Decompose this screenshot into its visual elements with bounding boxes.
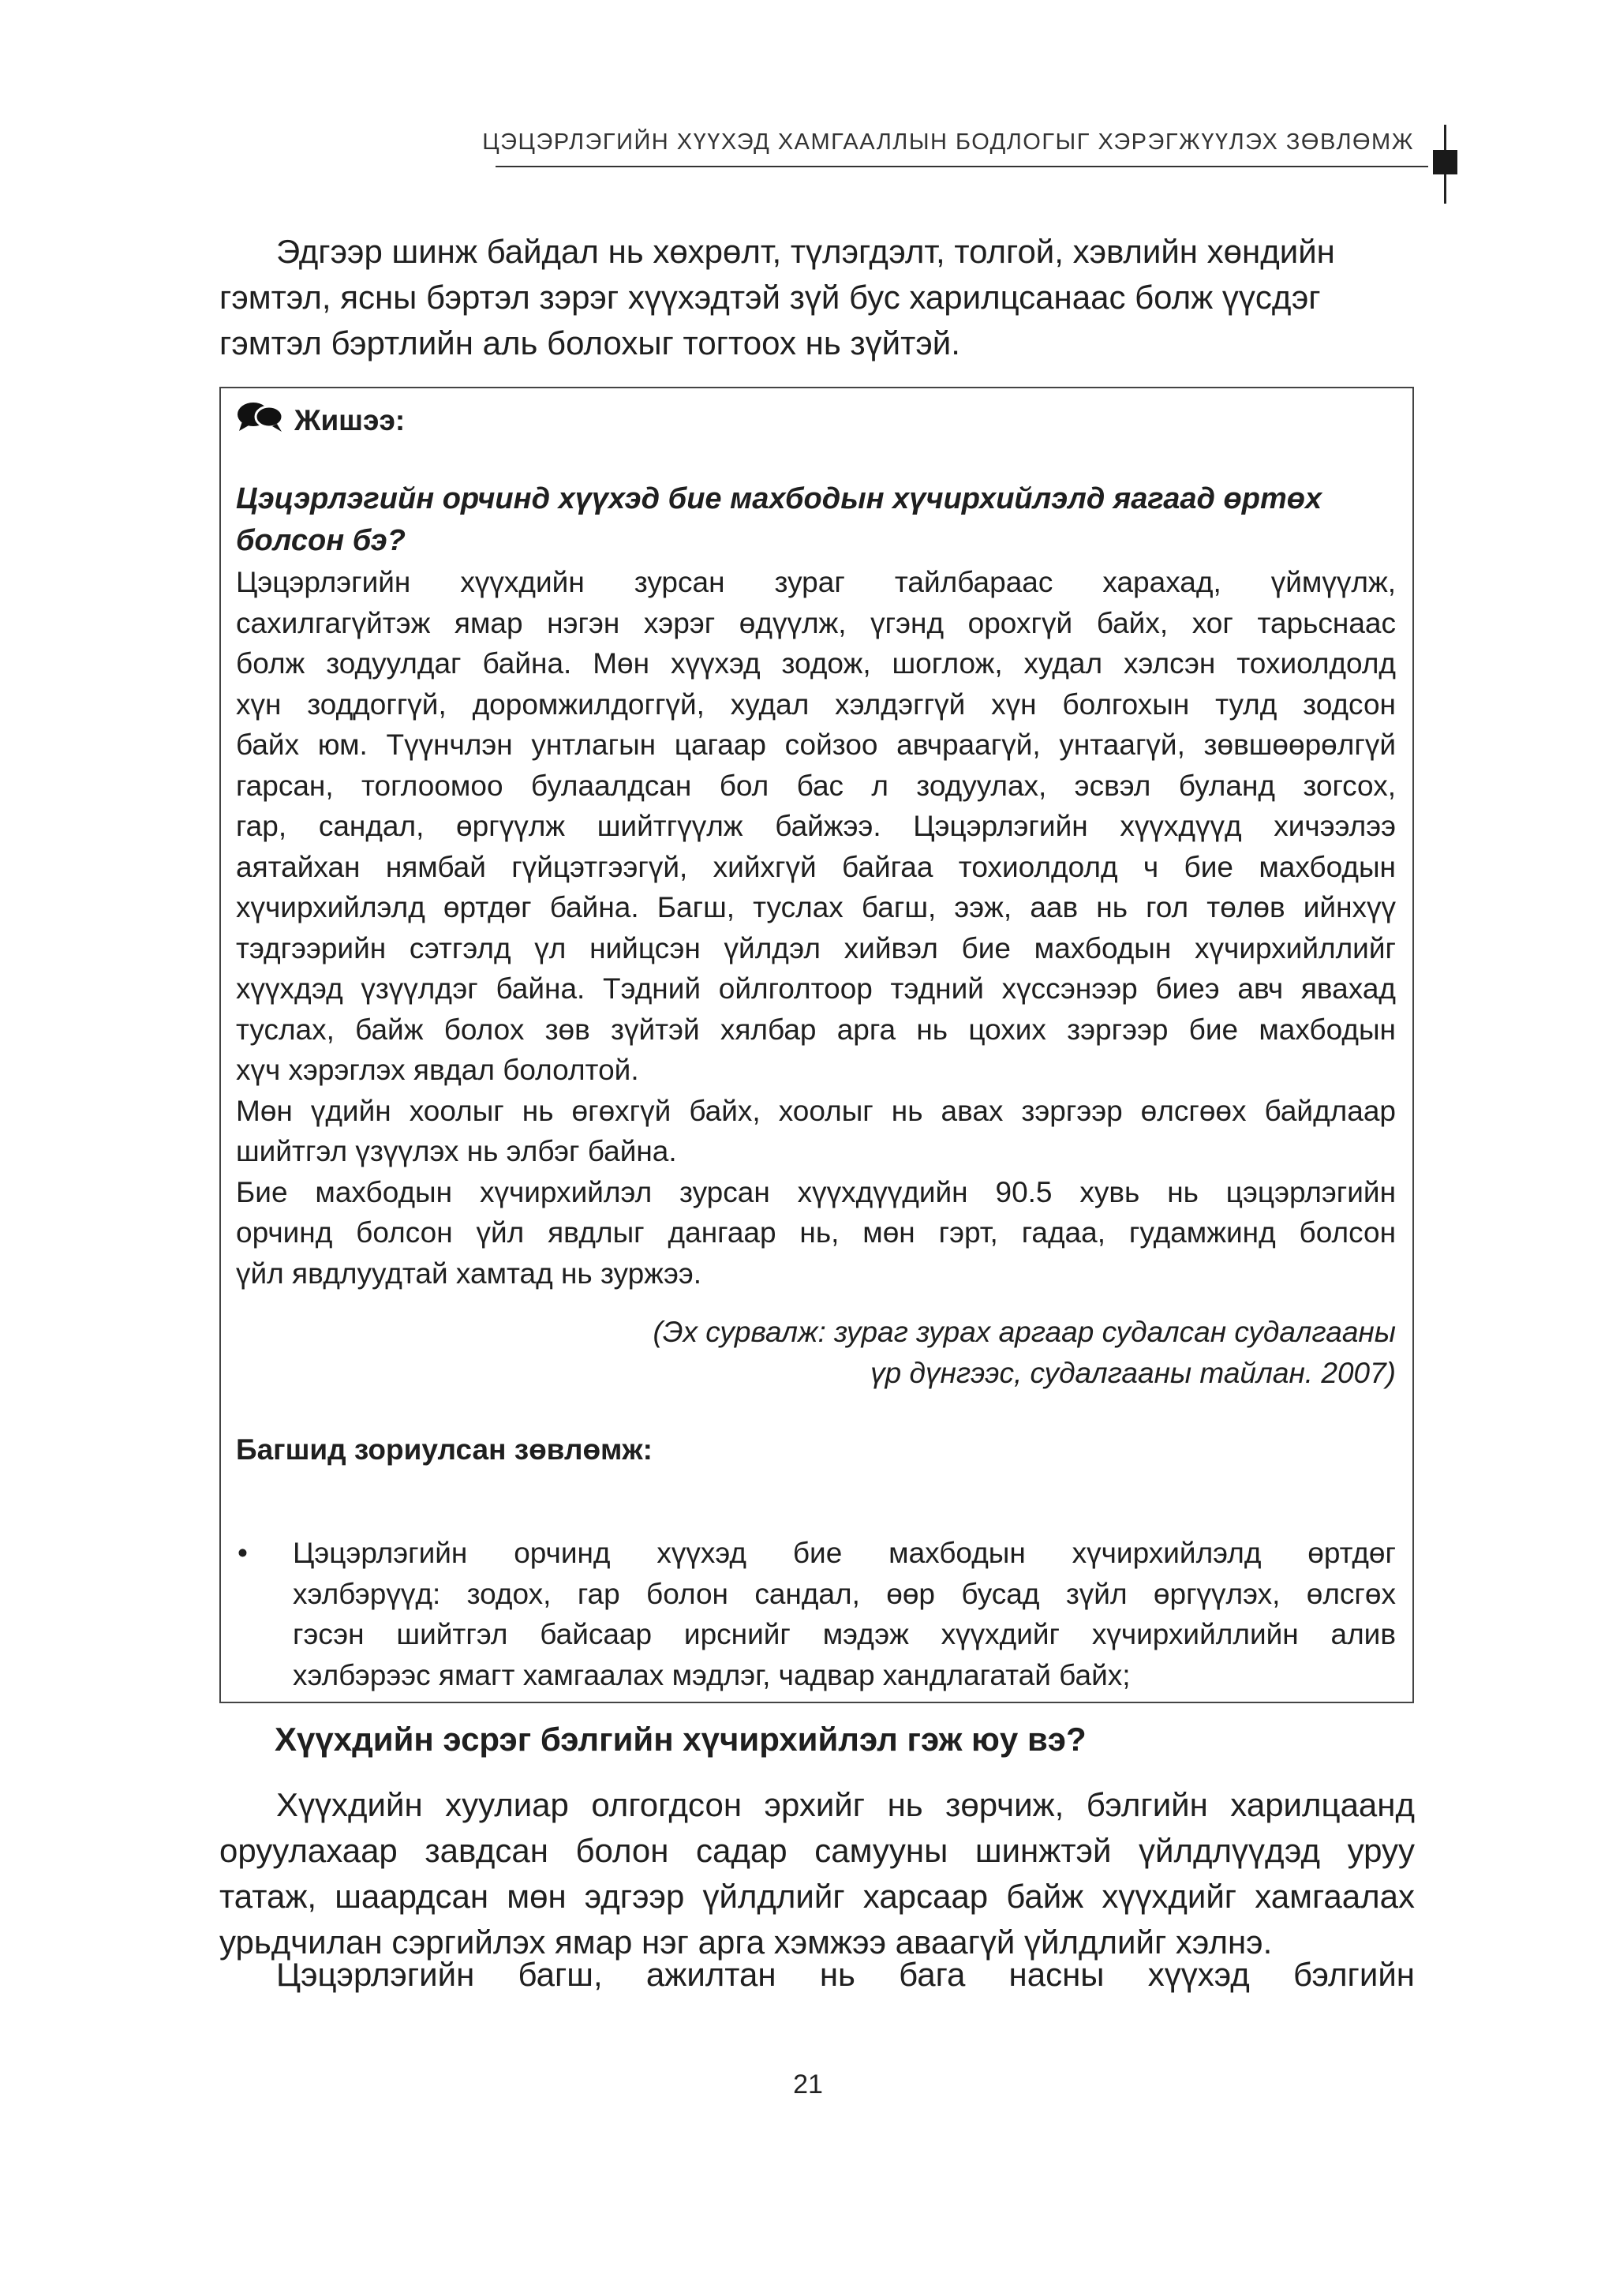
bullet-line: хэлбэрээс ямагт хамгаалах мэдлэг, чадвар хандлагатай байх;	[293, 1658, 1131, 1691]
story-line: Бие махбодын хүчирхийлэл зурсан хүүхдүүдийн 90.5 хувь нь цэцэрлэгийн	[236, 1175, 1396, 1208]
section-line: Хүүхдийн хуулиар олгогдсон эрхийг нь зөрчиж, бэлгийн харилцаанд	[276, 1786, 1415, 1823]
story-line: шийтгэл үзүүлэх нь элбэг байна.	[236, 1135, 677, 1167]
story-line: Цэцэрлэгийн хүүхдийн зурсан зураг тайлбараас харахад, үймүүлж,	[236, 566, 1396, 598]
intro-line: гэмтэл, ясны бэртэл зэрэг хүүхэдтэй зүй бус харилцсанаас болж үүсдэг	[219, 279, 1321, 316]
speech-bubbles-icon	[236, 401, 294, 440]
story-line: туслах, байж болох зөв зүйтэй хялбар арга нь цохих зэргээр бие махбодын	[236, 1013, 1396, 1046]
story-line: орчинд болсон үйл явдлыг дангаар нь, мөн гэрт, гадаа, гудамжинд болсон	[236, 1216, 1396, 1249]
header-corner-marker	[1433, 150, 1457, 174]
running-header-title: ЦЭЦЭРЛЭГИЙН ХҮҮХЭД ХАМГААЛЛЫН БОДЛОГЫГ ХЭРЭГЖҮҮЛЭХ ЗӨВЛӨМЖ	[482, 129, 1414, 155]
section-paragraph	[219, 1782, 1415, 1965]
story-line: үйл явдлуудтай хамтад нь зуржээ.	[236, 1257, 701, 1290]
bullet-text	[293, 1533, 1396, 1695]
source-line: үр дүнгээс, судалгааны тайлан. 2007)	[870, 1356, 1396, 1389]
story-line: байх юм. Түүнчлэн унтлагын цагаар сойзоо авчраагүй, унтаагүй, зөвшөөрөлгүй	[236, 729, 1396, 761]
story-line: болж зодуулдаг байна. Мөн хүүхэд зодож, шоглож, худал хэлсэн тохиолдолд	[236, 647, 1396, 680]
section-line: Цэцэрлэгийн багш, ажилтан нь бага насны хүүхэд бэлгийн	[276, 1956, 1415, 1993]
bullet-line: хэлбэрүүд: зодох, гар болон сандал, өөр бусад зүйл өргүүлэх, өлсгөх	[293, 1577, 1396, 1610]
story-line: гарсан, тоглоомоо булаалдсан бол бас л зодуулах, эсвэл буланд зогсох,	[236, 769, 1396, 802]
section-paragraph-2	[219, 1952, 1415, 1998]
page-number: 21	[793, 2069, 823, 2099]
story-line: хүн зоддоггүй, доромжилдоггүй, худал хэлдэггүй хүн болгохын тулд зодсон	[236, 687, 1396, 721]
question-line: болсон бэ?	[236, 524, 406, 557]
example-source	[653, 1312, 1396, 1393]
story-line: гар, сандал, өргүүлж шийтгүүлж байжээ. Цэцэрлэгийн хүүхдүүд хичээлээ	[236, 810, 1396, 842]
bullet-marker: •	[238, 1537, 248, 1569]
intro-line: гэмтэл бэртлийн аль болохыг тогтоох нь зүйтэй.	[219, 324, 960, 361]
example-title	[236, 401, 405, 440]
section-line: урьдчилан сэргийлэх ямар нэг арга хэмжээ аваагүй үйлдлийг хэлнэ.	[219, 1923, 1273, 1961]
source-line: (Эх сурвалж: зураг зурах аргаар судалсан судалгааны	[653, 1316, 1396, 1348]
section-line: оруулахаар завдсан болон садар самууны шинжтэй үйлдлүүдэд уруу	[219, 1832, 1415, 1869]
story-line: аятайхан нямбай гүйцэтгээгүй, хийхгүй байгаа тохиолдолд ч бие махбодын	[236, 850, 1396, 883]
section-heading: Хүүхдийн эсрэг бэлгийн хүчирхийлэл гэж юу вэ?	[275, 1721, 1087, 1758]
question-line: Цэцэрлэгийн орчинд хүүхэд бие махбодын хүчирхийлэлд яагаад өртөх	[236, 482, 1322, 515]
story-line: хүч хэрэглэх явдал бололтой.	[236, 1054, 639, 1086]
story-line: тэдгээрийн сэтгэлд үл нийцсэн үйлдэл хийвэл бие махбодын хүчирхийллийг	[236, 931, 1396, 964]
story-line: Мөн үдийн хоолыг нь өгөхгүй байх, хоолыг нь авах зэргээр өлсгөөх байдлаар	[236, 1094, 1396, 1127]
story-line: хүчирхийлэлд өртдөг байна. Багш, туслах багш, ээж, аав нь гол төлөв ийнхүү	[236, 891, 1396, 923]
example-box	[219, 387, 1414, 1703]
bullet-line: гэсэн шийтгэл байсаар ирснийг мэдэж хүүхдийг хүчирхийллийн алив	[293, 1618, 1396, 1650]
running-header	[482, 128, 1428, 167]
intro-line: Эдгээр шинж байдал нь хөхрөлт, түлэгдэлт, толгой, хэвлийн хөндийн	[276, 233, 1335, 270]
tips-title: Багшид зориулсан зөвлөмж:	[236, 1433, 653, 1466]
example-story	[236, 562, 1396, 1294]
example-question	[236, 478, 1396, 562]
story-line: хүүхдэд үзүүлдэг байна. Тэдний ойлголтоор тэдний хүссэнээр биеэ авч явахад	[236, 972, 1396, 1005]
story-line: сахилгагүйтэж ямар нэгэн хэрэг өдүүлж, үгэнд орохгүй байх, хог тарьснаас	[236, 606, 1396, 639]
intro-paragraph	[219, 229, 1415, 366]
example-title-label: Жишээ:	[294, 403, 406, 436]
bullet-line: Цэцэрлэгийн орчинд хүүхэд бие махбодын хүчирхийлэлд өртдөг	[293, 1537, 1396, 1569]
section-line: татаж, шаардсан мөн эдгээр үйлдлийг харсаар байж хүүхдийг хамгаалах	[219, 1878, 1415, 1915]
